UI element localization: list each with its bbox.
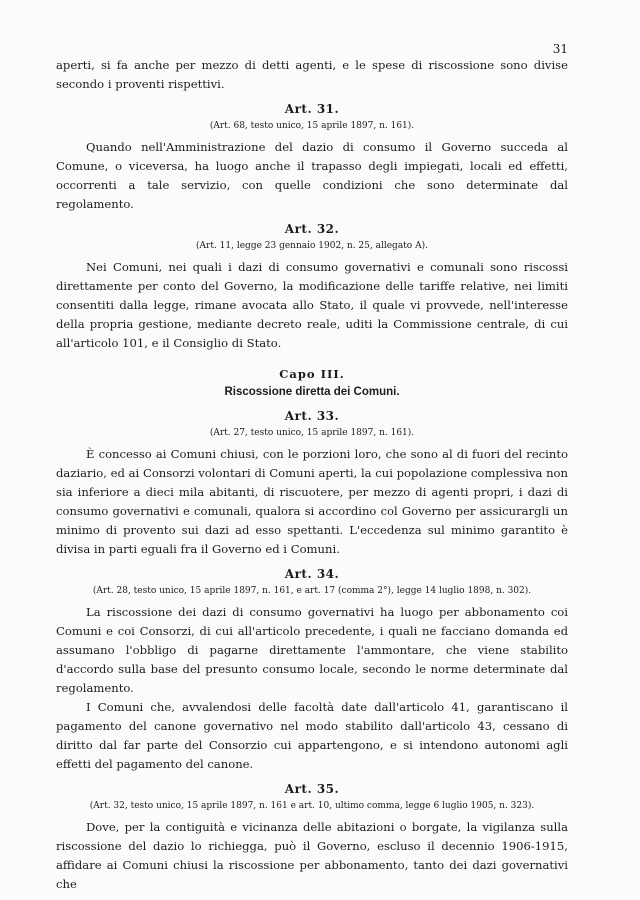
article-reference: (Art. 28, testo unico, 15 aprile 1897, n. 161, e art. 17 (comma 2°), legge 14 luglio 1898, n. 302). <box>92 586 532 596</box>
article-heading: Art. 35. <box>284 782 340 796</box>
article-reference: (Art. 68, testo unico, 15 aprile 1897, n. 161). <box>209 121 415 131</box>
page-number: 31 <box>552 42 568 56</box>
paragraph: La riscossione dei dazi di consumo governativi ha luogo per abbonamento coi Comuni e coi Consorzi, di cui all'articolo precedente, i quali ne facciano domanda ed assumano l'obbligo di pagarne direttamente l'ammontare, che viene stabilito d'accordo sulla base del presunto consumo locale, secondo le norme determinate dal regolamento. <box>56 605 568 695</box>
paragraph: Dove, per la contiguità e vicinanza delle abitazioni o borgate, la vigilanza sulla riscossione del dazio lo richiegga, può il Governo, escluso il decennio 1906-1915, affidare ai Comuni chiusi la riscossione per abbonamento, tanto dei dazi governativi che <box>56 820 568 891</box>
chapter-title: Riscossione diretta dei Comuni. <box>224 386 400 398</box>
article-heading: Art. 34. <box>284 567 340 581</box>
article-reference: (Art. 11, legge 23 gennaio 1902, n. 25, allegato A). <box>196 241 428 251</box>
article-reference: (Art. 32, testo unico, 15 aprile 1897, n. 161 e art. 10, ultimo comma, legge 6 luglio 1905, n. 323). <box>89 801 535 811</box>
article-heading: Art. 31. <box>284 102 340 116</box>
article-heading: Art. 33. <box>284 409 340 423</box>
article-reference: (Art. 27, testo unico, 15 aprile 1897, n. 161). <box>209 428 415 438</box>
chapter-heading: Capo III. <box>279 367 345 381</box>
paragraph: Quando nell'Amministrazione del dazio di consumo il Governo succeda al Comune, o viceversa, ha luogo anche il trapasso degli impiegati, locali ed effetti, occorrenti a tale servizio, con quelle condizioni che sono determinate dal regolamento. <box>56 140 568 211</box>
paragraph: aperti, si fa anche per mezzo di detti agenti, e le spese di riscossione sono divise secondo i proventi rispettivi. <box>56 58 568 91</box>
paragraph: I Comuni che, avvalendosi delle facoltà date dall'articolo 41, garantiscano il pagamento del canone governativo nel modo stabilito dall'articolo 43, cessano di diritto dal far parte del Consorzio cui appartengono, e si intendono autonomi agli effetti del pagamento del canone. <box>56 700 568 771</box>
article-heading: Art. 32. <box>284 222 340 236</box>
paragraph: È concesso ai Comuni chiusi, con le porzioni loro, che sono al di fuori del recinto daziario, ed ai Consorzi volontari di Comuni aperti, la cui popolazione complessiva non sia inferiore a dieci mila abitanti, di riscuotere, per mezzo di agenti propri, i dazi di consumo governativi e comunali, qualora si accordino col Governo per assicurargli un minimo di provento sui dazi ad esso spettanti. L'eccedenza sul minimo garantito è divisa in parti eguali fra il Governo ed i Comuni. <box>56 447 568 556</box>
text-column <box>56 56 568 894</box>
paragraph: Nei Comuni, nei quali i dazi di consumo governativi e comunali sono riscossi direttamente per conto del Governo, la modificazione delle tariffe relative, nei limiti consentiti dalla legge, rimane avocata allo Stato, il quale vi provvede, nell'interesse della propria gestione, mediante decreto reale, uditi la Commissione centrale, di cui all'articolo 101, e il Consiglio di Stato. <box>56 260 568 350</box>
